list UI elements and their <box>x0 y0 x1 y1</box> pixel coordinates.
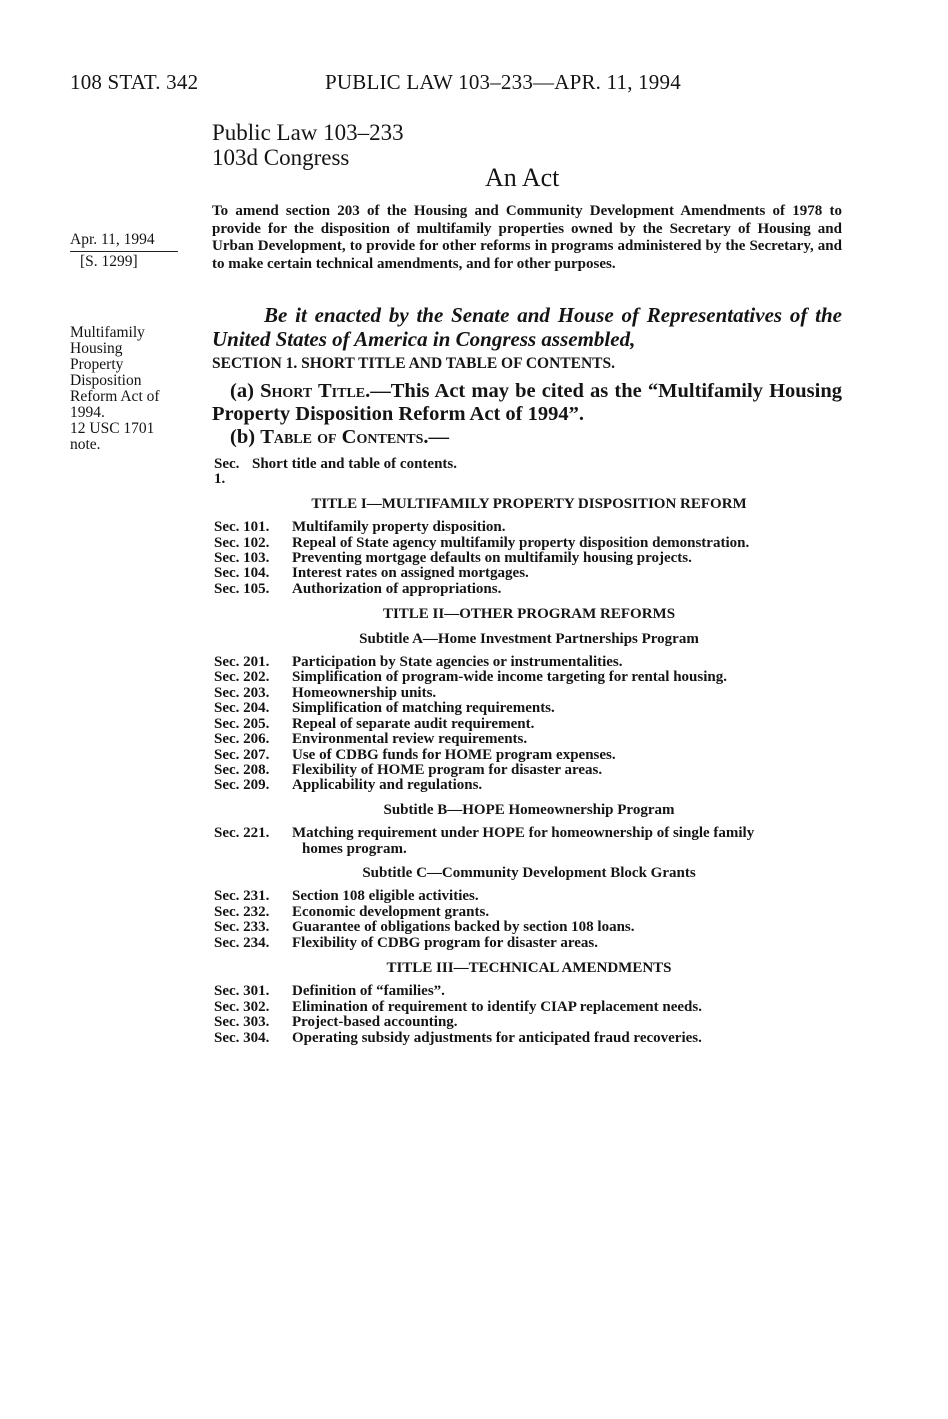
subsection-label: (a) <box>230 380 261 402</box>
toc-sec-no: Sec. 206. <box>214 731 270 748</box>
toc-sec-text: Definition of “families”. <box>292 983 445 1000</box>
toc-entry <box>214 1015 844 1030</box>
toc-entry <box>214 536 844 551</box>
toc-sec-text: Use of CDBG funds for HOME program expenses. <box>292 746 616 763</box>
toc-entry <box>214 1031 844 1046</box>
sidenote-line: Multifamily <box>70 324 145 341</box>
toc-sec-no: Sec. 301. <box>214 983 270 1000</box>
toc-sec-no: Sec. 207. <box>214 746 270 763</box>
sidenote-divider <box>70 251 178 252</box>
toc-title-1: TITLE I—MULTIFAMILY PROPERTY DISPOSITION REFORM <box>311 495 747 512</box>
toc-sec-no: Sec. 203. <box>214 684 270 701</box>
toc-sec-no: Sec. 204. <box>214 700 270 717</box>
subsection-text: .— <box>423 426 450 448</box>
toc-sec-text: Guarantee of obligations backed by section 108 loans. <box>292 919 635 936</box>
enacting-clause: Be it enacted by the Senate and House of Representatives of the United States of America in Congress assembled, <box>212 303 842 351</box>
toc-sec-no: Sec. 208. <box>214 761 270 778</box>
toc-sec-text: Multifamily property disposition. <box>292 519 506 536</box>
toc-sec-no: Sec. 102. <box>214 534 270 551</box>
purpose-text <box>212 203 842 273</box>
toc-sec-no: Sec. 231. <box>214 888 270 905</box>
toc-sec-no: Sec. 302. <box>214 998 270 1015</box>
toc-entry <box>214 889 844 904</box>
congress-number: 103d Congress <box>212 145 350 170</box>
toc-entry <box>214 717 844 732</box>
toc-sec-text: Repeal of State agency multifamily property disposition demonstration. <box>292 534 750 551</box>
sidenote-date <box>70 232 180 270</box>
toc-sec-text-cont: homes program. <box>302 840 407 857</box>
toc-sec-text: Repeal of separate audit requirement. <box>292 715 535 732</box>
subsection-text: .—This Act may be cited as the “Multifamily Housing Property Disposition Reform Act of 1994”. <box>212 380 842 425</box>
toc-entry <box>214 582 844 597</box>
toc-sec-no: Sec. 304. <box>214 1029 270 1046</box>
toc-sec-text: Simplification of program-wide income targeting for rental housing. <box>292 669 727 686</box>
toc-entry <box>214 1000 844 1015</box>
subsection-label: (b) <box>230 426 261 448</box>
toc-sec-text: Matching requirement under HOPE for homeownership of single family <box>292 825 755 842</box>
section-1b <box>230 426 449 449</box>
sidenote-bill: [S. 1299] <box>80 253 138 270</box>
toc-subtitle-a: Subtitle A—Home Investment Partnerships Program <box>359 630 699 647</box>
toc-sec-text: Flexibility of CDBG program for disaster areas. <box>292 934 598 951</box>
toc-sec-text: Applicability and regulations. <box>292 777 483 794</box>
sidenote-line: Reform Act of <box>70 388 160 405</box>
toc-sec-text: Project-based accounting. <box>292 1014 458 1031</box>
public-law-number: Public Law 103–233 <box>212 120 404 145</box>
toc-sec-text: Homeownership units. <box>292 684 437 701</box>
toc-entry <box>214 551 844 566</box>
page-citation: 108 STAT. 342 <box>70 70 199 94</box>
section-heading: SECTION 1. SHORT TITLE AND TABLE OF CONTENTS. <box>212 355 616 372</box>
toc-sec-no: Sec. 104. <box>214 565 270 582</box>
toc-sec-text: Preventing mortgage defaults on multifamily housing projects. <box>292 550 692 567</box>
toc-entry <box>214 457 844 488</box>
toc-entry <box>214 670 844 685</box>
toc-entry <box>214 520 844 535</box>
sidenote-date-text: Apr. 11, 1994 <box>70 231 155 248</box>
toc-sec-text: Flexibility of HOME program for disaster areas. <box>292 761 603 778</box>
toc-sec-no: Sec. 201. <box>214 654 270 671</box>
toc-entry <box>214 701 844 716</box>
toc-sec-text: Short title and table of contents. <box>252 456 457 472</box>
an-act-heading: An Act <box>485 163 560 192</box>
sidenote-line: 1994. <box>70 404 105 421</box>
toc-sec-text: Authorization of appropriations. <box>292 580 502 597</box>
toc-sec-no: Sec. 209. <box>214 777 270 794</box>
toc-sec-no: Sec. 101. <box>214 519 270 536</box>
table-of-contents <box>214 457 844 1046</box>
toc-entry <box>214 655 844 670</box>
sidenote-usc-note: note. <box>70 436 101 453</box>
subsection-caption: Table of Contents <box>260 426 424 448</box>
toc-entry <box>214 748 844 763</box>
toc-entry <box>214 763 844 778</box>
toc-sec-text: Economic development grants. <box>292 903 490 920</box>
toc-entry <box>214 566 844 581</box>
toc-sec-text: Interest rates on assigned mortgages. <box>292 565 529 582</box>
toc-sec-text: Participation by State agencies or instrumentalities. <box>292 654 623 671</box>
sidenote-short-title <box>70 325 185 453</box>
toc-sec-text: Operating subsidy adjustments for anticipated fraud recoveries. <box>292 1029 702 1046</box>
toc-subtitle-c: Subtitle C—Community Development Block Grants <box>362 864 696 881</box>
toc-sec-no: Sec. 205. <box>214 715 270 732</box>
toc-entry <box>214 984 844 999</box>
toc-sec-no: Sec. 232. <box>214 903 270 920</box>
toc-sec-no: Sec. 202. <box>214 669 270 686</box>
toc-entry <box>214 732 844 747</box>
toc-title-2: TITLE II—OTHER PROGRAM REFORMS <box>382 606 676 623</box>
toc-entry <box>214 905 844 920</box>
toc-entry <box>214 778 844 793</box>
subsection-caption: Short Title <box>260 380 366 402</box>
toc-entry <box>214 920 844 935</box>
toc-sec-no: Sec. 105. <box>214 580 270 597</box>
sidenote-line: Property <box>70 356 124 373</box>
toc-sec-text: Section 108 eligible activities. <box>292 888 479 905</box>
toc-sec-no: Sec. 234. <box>214 934 270 951</box>
sidenote-line: Disposition <box>70 372 142 389</box>
toc-entry <box>214 686 844 701</box>
toc-entry <box>214 826 844 841</box>
toc-sec-text: Simplification of matching requirements. <box>292 700 555 717</box>
toc-sec-text: Elimination of requirement to identify CIAP replacement needs. <box>292 998 702 1015</box>
toc-sec-text: Environmental review requirements. <box>292 731 528 748</box>
toc-entry <box>214 936 844 951</box>
purpose-body: To amend section 203 of the Housing and Community Development Amendments of 1978 to provide for the disposition of multifamily properties owned by the Secretary of Housing and Urban Development, to provide for other reforms in programs administered by the Secretary, and to make certain technical amendments, and for other purposes. <box>212 203 842 272</box>
toc-sec-no: Sec. 1. <box>214 456 240 488</box>
toc-subtitle-b: Subtitle B—HOPE Homeownership Program <box>383 801 675 818</box>
running-header: PUBLIC LAW 103–233—APR. 11, 1994 <box>325 70 681 94</box>
sidenote-line: Housing <box>70 340 123 357</box>
section-1a <box>212 380 842 426</box>
toc-sec-no: Sec. 103. <box>214 550 270 567</box>
toc-title-3: TITLE III—TECHNICAL AMENDMENTS <box>386 959 672 976</box>
sidenote-usc: 12 USC 1701 <box>70 420 155 437</box>
toc-sec-no: Sec. 303. <box>214 1014 270 1031</box>
toc-sec-no: Sec. 233. <box>214 919 270 936</box>
toc-sec-no: Sec. 221. <box>214 825 270 842</box>
